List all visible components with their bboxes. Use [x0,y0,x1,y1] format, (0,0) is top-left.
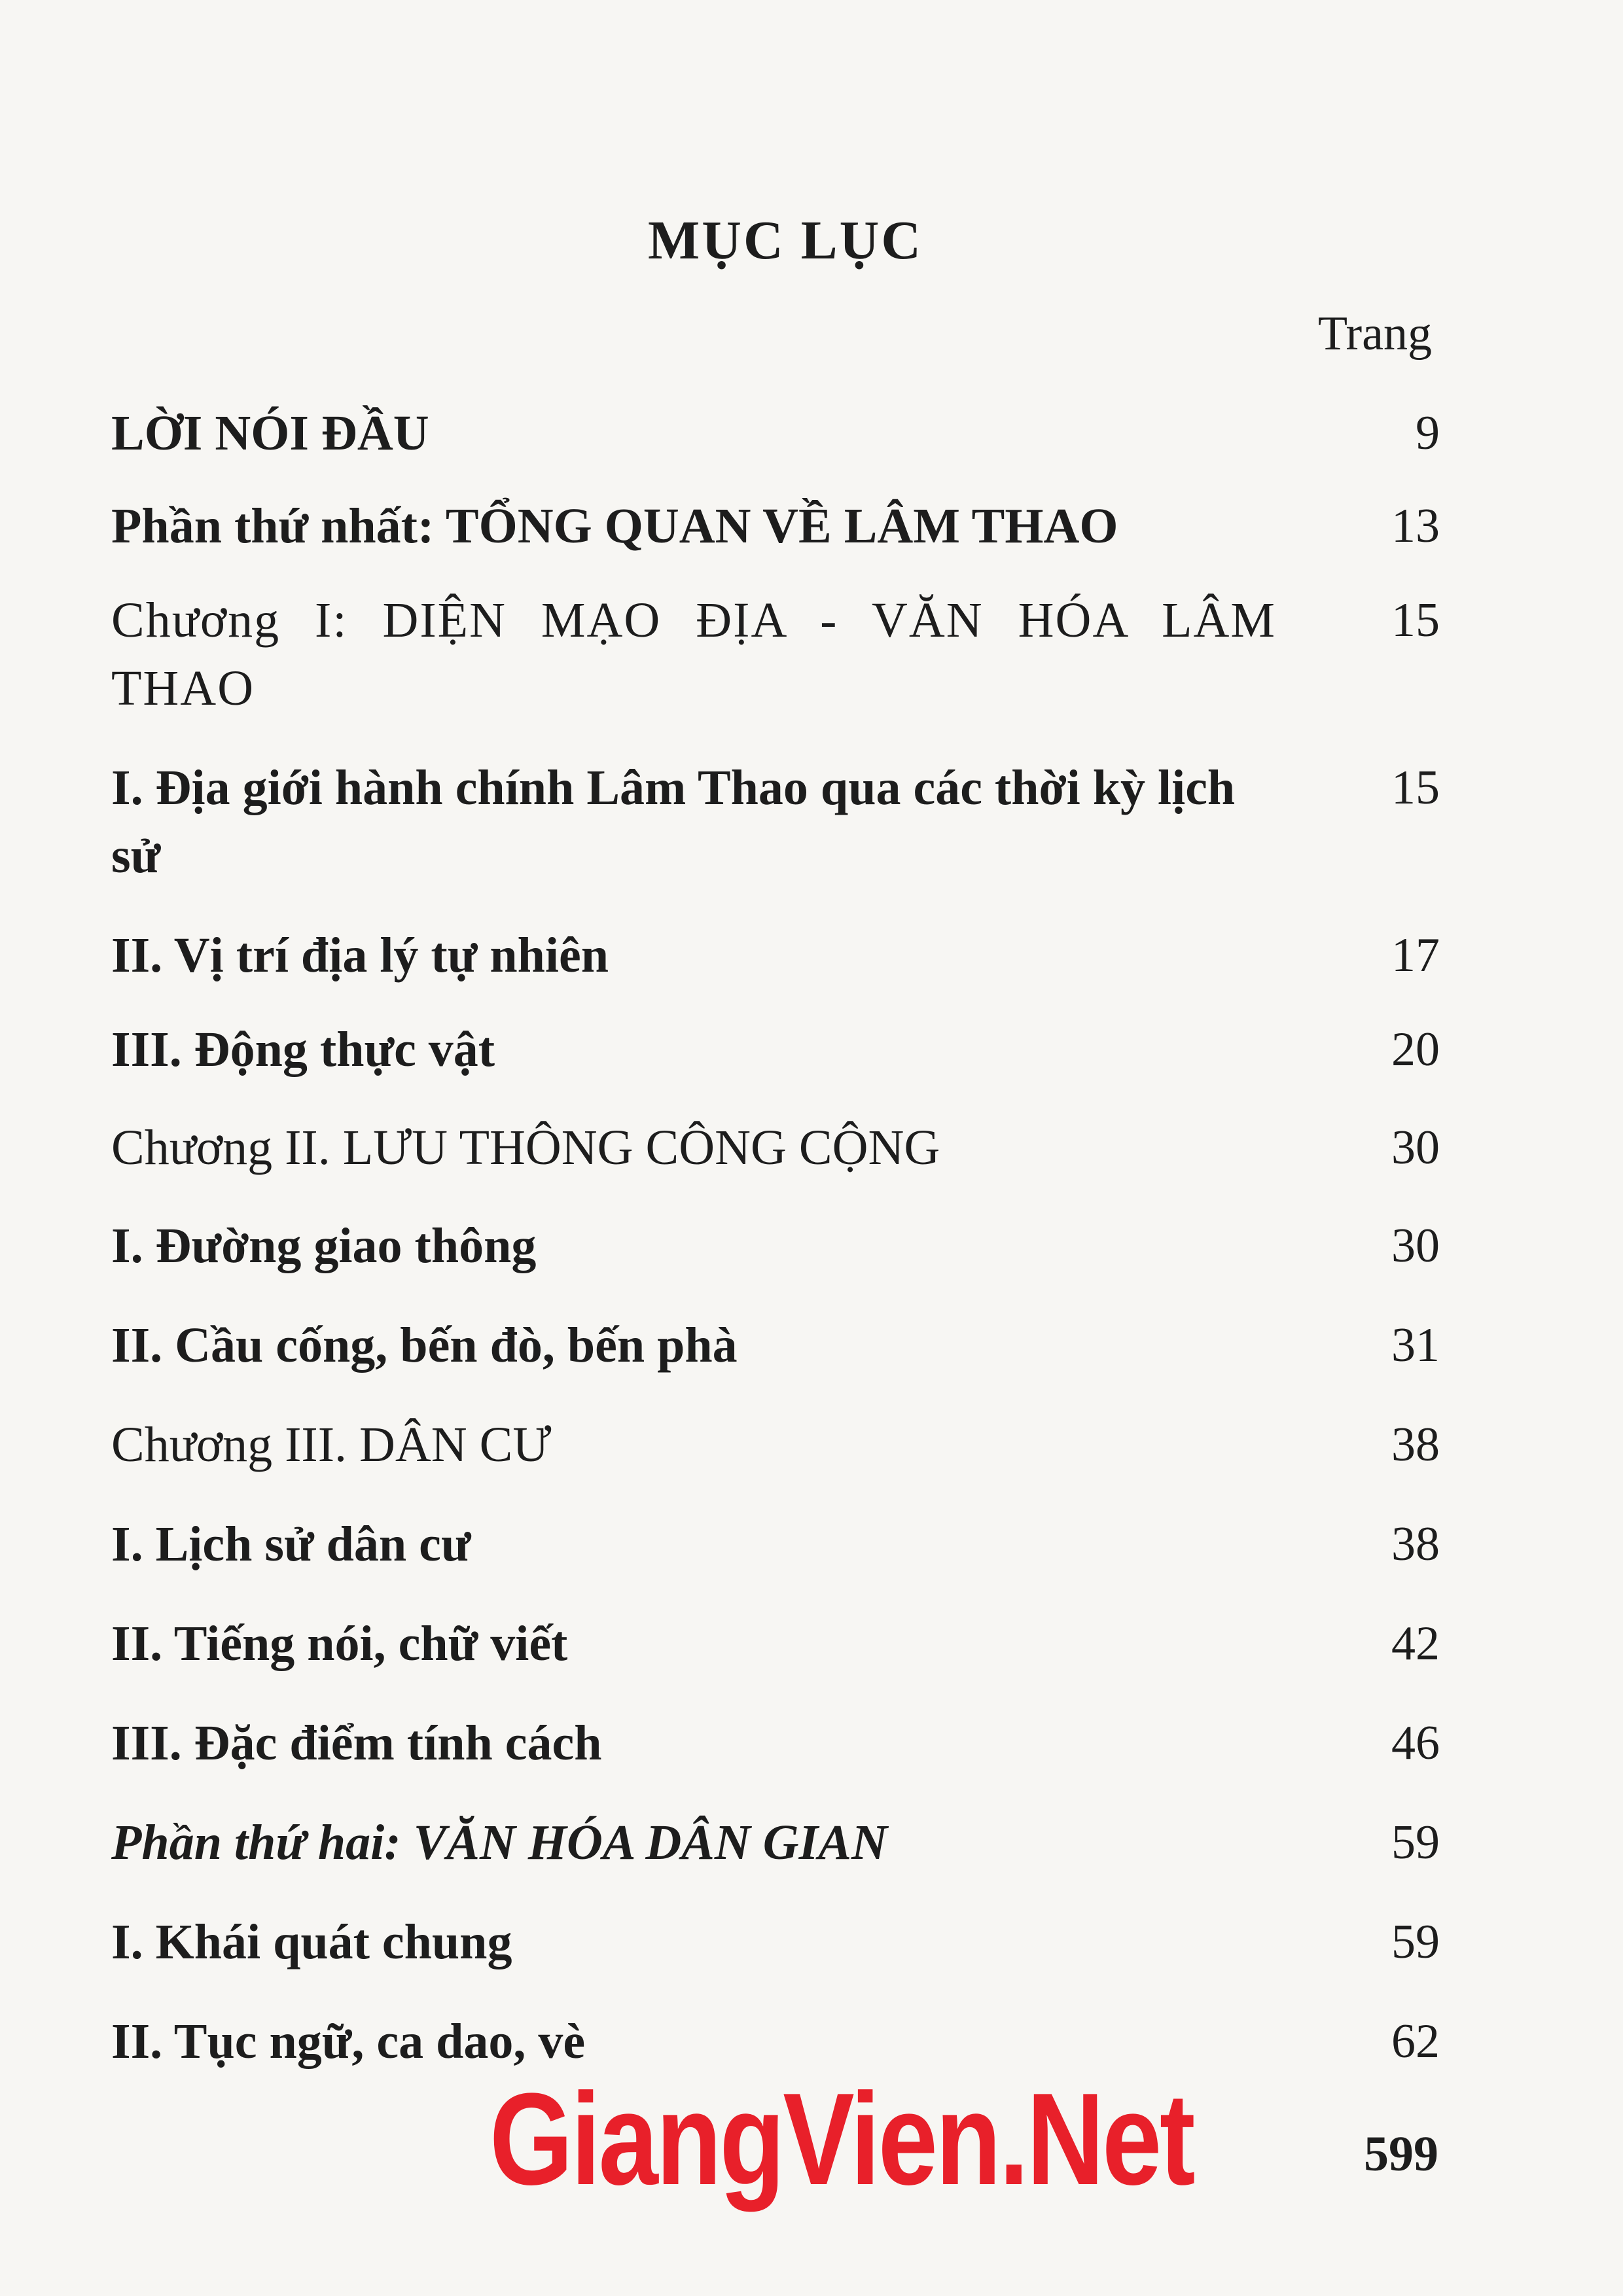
page-column-label: Trang [1317,307,1432,361]
toc-entry-title: II. Vị trí địa lý tự nhiên [111,928,609,983]
toc-entry-page: 59 [1391,1915,1440,1969]
toc-entry-title: I. Lịch sử dân cư [111,1517,471,1572]
toc-entry-title: I. Khái quát chung [111,1915,512,1969]
toc-entry-title: Chương I: DIỆN MẠO ĐỊA - VĂN HÓA LÂM THAO [111,593,1276,716]
toc-entry-page: 15 [1391,761,1440,815]
toc-entry-title: LỜI NÓI ĐẦU [111,406,429,461]
toc-entry-title: Chương II. LƯU THÔNG CÔNG CỘNG [111,1120,940,1175]
toc-entry-page: 62 [1391,2015,1440,2068]
toc-entry-page: 59 [1391,1816,1440,1869]
toc-entry-page: 15 [1391,593,1440,647]
toc-entry-page: 30 [1391,1219,1440,1273]
toc-entry-title: II. Cầu cống, bến đò, bến phà [111,1318,738,1373]
toc-entry-title: Chương III. DÂN CƯ [111,1417,552,1472]
page-number: 599 [1364,2127,1438,2181]
watermark-logo: GiangVien.Net [490,2066,1194,2212]
toc-entry-page: 38 [1391,1418,1440,1472]
toc-entry-page: 31 [1391,1318,1440,1372]
toc-entry-title: III. Động thực vật [111,1022,495,1077]
toc-entry-title: Phần thứ nhất: TỔNG QUAN VỀ LÂM THAO [111,499,1118,554]
toc-entry-page: 30 [1391,1121,1440,1174]
toc-entry-page: 17 [1391,928,1440,982]
toc-entry-title: Phần thứ hai: VĂN HÓA DÂN GIAN [111,1815,887,1870]
toc-entry-title: I. Địa giới hành chính Lâm Thao qua các thời kỳ lịch sử [111,760,1236,883]
toc-entry-page: 46 [1391,1716,1440,1770]
toc-entry-page: 13 [1391,499,1440,553]
toc-entry-title: II. Tục ngữ, ca dao, vè [111,2014,586,2069]
toc-entry-title: II. Tiếng nói, chữ viết [111,1616,568,1671]
page-title: MỤC LỤC [648,210,923,271]
toc-entry-title: III. Đặc điểm tính cách [111,1716,602,1771]
toc-entry-page: 42 [1391,1617,1440,1670]
toc-entry-page: 38 [1391,1517,1440,1571]
toc-entry-title: I. Đường giao thông [111,1218,537,1273]
toc-entry-page: 9 [1416,406,1440,460]
toc-entry-page: 20 [1391,1023,1440,1076]
